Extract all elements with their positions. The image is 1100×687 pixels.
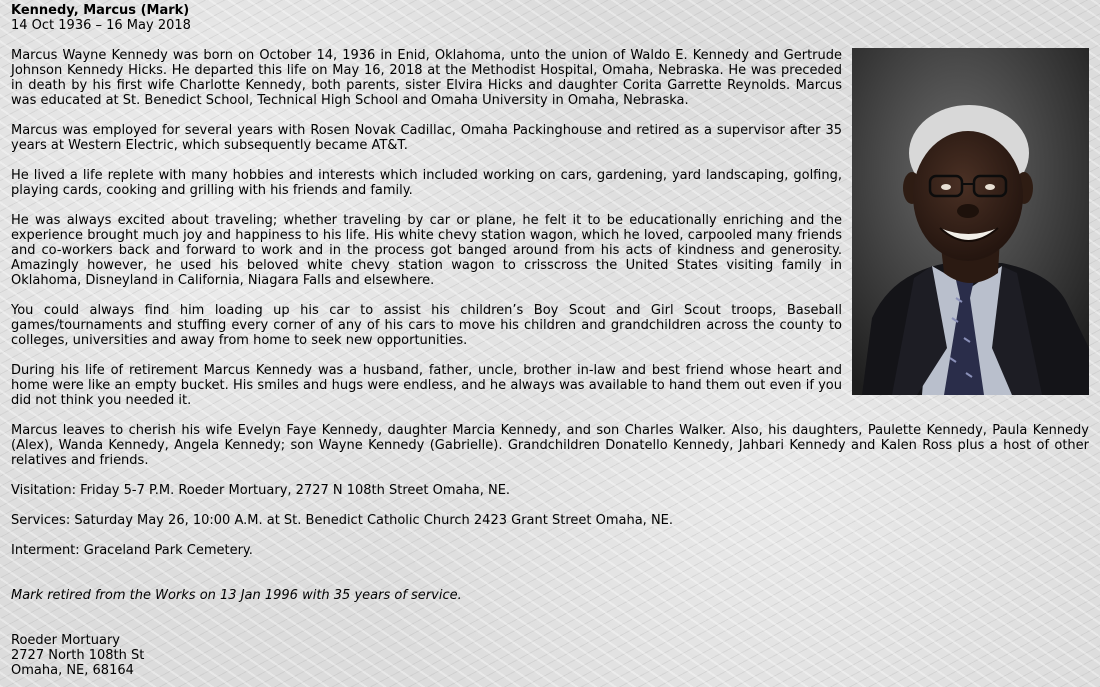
mortuary-street: 2727 North 108th St — [11, 648, 145, 663]
mortuary-name: Roeder Mortuary — [11, 633, 120, 648]
interment-info: Interment: Graceland Park Cemetery. — [11, 543, 253, 558]
obituary-name: Kennedy, Marcus (Mark) — [11, 3, 190, 18]
mortuary-city: Omaha, NE, 68164 — [11, 663, 134, 678]
visitation-info: Visitation: Friday 5-7 P.M. Roeder Mortuary, 2727 N 108th Street Omaha, NE. — [11, 483, 511, 498]
life-dates: 14 Oct 1936 – 16 May 2018 — [11, 18, 191, 33]
mortuary-address — [11, 633, 1089, 678]
paragraph-birth: Marcus Wayne Kennedy was born on October 14, 1936 in Enid, Oklahoma, unto the union of Waldo E. Kennedy and Gertrude Johnson Kennedy Hicks. He departed this life on May 16, 2018 at the Methodist Hospital, Omaha, Nebraska. He was preceded in death by his first wife Charlotte Kennedy, both parents, sister Elvira Hicks and daughter Corita Garrette Reynolds. Marcus was educated at St. Benedict School, Technical High School and Omaha University in Omaha, Nebraska. — [11, 48, 842, 108]
portrait-photo — [852, 48, 1089, 395]
paragraph-retirement: During his life of retirement Marcus Kennedy was a husband, father, uncle, brother in-law and best friend whose heart and home were like an empty bucket. His smiles and hugs were endless, and he always was available to hand them out even if you did not think you needed it. — [11, 363, 842, 408]
paragraph-hobbies: He lived a life replete with many hobbies and interests which included working on cars, gardening, yard landscaping, golfing, playing cards, cooking and grilling with his friends and family. — [11, 168, 842, 198]
paragraph-employment: Marcus was employed for several years with Rosen Novak Cadillac, Omaha Packinghouse and retired as a supervisor after 35 years at Western Electric, which subsequently became AT&T. — [11, 123, 842, 153]
services-info: Services: Saturday May 26, 10:00 A.M. at St. Benedict Catholic Church 2423 Grant Street Omaha, NE. — [11, 513, 674, 528]
portrait-illustration — [852, 48, 1089, 395]
paragraph-family-help: You could always find him loading up his car to assist his children’s Boy Scout and Girl Scout troops, Baseball games/tournaments and stuffing every corner of any of his cars to move his children and grandchildren across the county to colleges, universities and away from home to seek new opportunities. — [11, 303, 842, 348]
paragraph-traveling: He was always excited about traveling; whether traveling by car or plane, he felt it to be educationally enriching and the experience brought much joy and happiness to his life. His white chevy station wagon, which he loved, carpooled many friends and co-workers back and forward to work and in the process got banged around from his acts of kindness and generosity. Amazingly however, he used his beloved white chevy station wagon to crisscross the United States visiting family in Oklahoma, Disneyland in California, Niagara Falls and elsewhere. — [11, 213, 842, 288]
service-note: Mark retired from the Works on 13 Jan 1996 with 35 years of service. — [11, 588, 462, 603]
paragraph-survivors: Marcus leaves to cherish his wife Evelyn Faye Kennedy, daughter Marcia Kennedy, and son Charles Walker. Also, his daughters, Paulette Kennedy, Paula Kennedy (Alex), Wanda Kennedy, Angela Kennedy; son Wayne Kennedy (Gabrielle). Grandchildren Donatello Kennedy, Jahbari Kennedy and Kalen Ross plus a host of other relatives and friends. — [11, 423, 1089, 468]
